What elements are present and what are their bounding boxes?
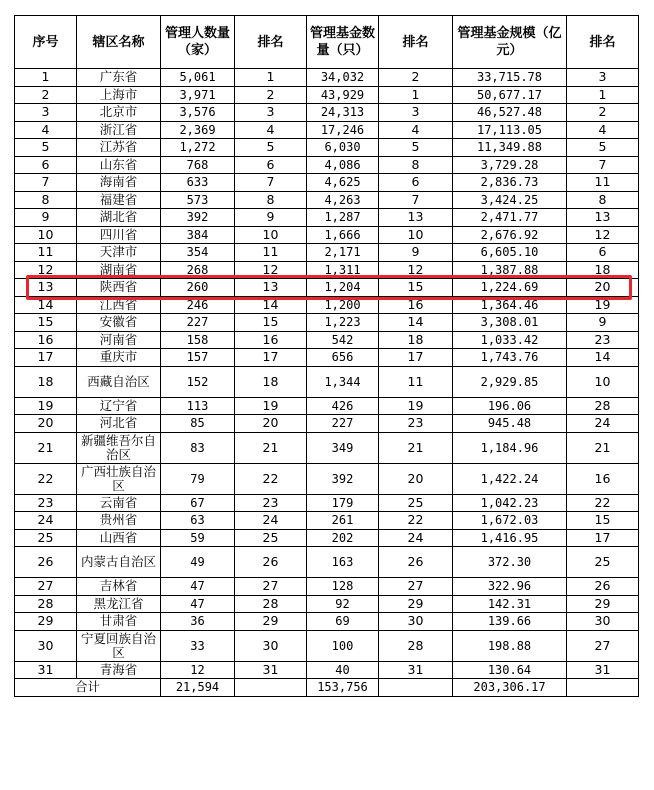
cell-scale: 1,672.03 bbox=[453, 512, 567, 530]
total-row bbox=[15, 679, 639, 697]
cell-scale: 372.30 bbox=[453, 547, 567, 578]
cell-managers: 392 bbox=[161, 209, 235, 227]
cell-rank-funds: 18 bbox=[379, 331, 453, 349]
table-body bbox=[15, 69, 639, 679]
cell-rank-managers: 18 bbox=[235, 366, 307, 397]
total-funds: 153,756 bbox=[307, 679, 379, 697]
cell-rank-scale: 1 bbox=[567, 86, 639, 104]
table-row bbox=[15, 578, 639, 596]
cell-managers: 246 bbox=[161, 296, 235, 314]
cell-rank-funds: 24 bbox=[379, 529, 453, 547]
table-row bbox=[15, 349, 639, 367]
cell-rank-funds: 11 bbox=[379, 366, 453, 397]
cell-rank-scale: 31 bbox=[567, 661, 639, 679]
cell-region: 青海省 bbox=[77, 661, 161, 679]
cell-region: 贵州省 bbox=[77, 512, 161, 530]
cell-rank-scale: 14 bbox=[567, 349, 639, 367]
cell-region: 湖南省 bbox=[77, 261, 161, 279]
cell-rank-scale: 7 bbox=[567, 156, 639, 174]
table-row bbox=[15, 529, 639, 547]
cell-rank-managers: 11 bbox=[235, 244, 307, 262]
cell-rank-scale: 30 bbox=[567, 613, 639, 631]
cell-rank-funds: 15 bbox=[379, 279, 453, 297]
cell-region: 内蒙古自治区 bbox=[77, 547, 161, 578]
cell-scale: 3,424.25 bbox=[453, 191, 567, 209]
table-row bbox=[15, 613, 639, 631]
table-row bbox=[15, 415, 639, 433]
cell-rank-scale: 19 bbox=[567, 296, 639, 314]
cell-managers: 2,369 bbox=[161, 121, 235, 139]
cell-scale: 3,729.28 bbox=[453, 156, 567, 174]
cell-rank-funds: 25 bbox=[379, 494, 453, 512]
table-row bbox=[15, 86, 639, 104]
cell-rank-funds: 22 bbox=[379, 512, 453, 530]
cell-scale: 33,715.78 bbox=[453, 69, 567, 87]
cell-region: 宁夏回族自治区 bbox=[77, 630, 161, 661]
cell-region: 辽宁省 bbox=[77, 397, 161, 415]
table-row bbox=[15, 244, 639, 262]
cell-funds: 4,263 bbox=[307, 191, 379, 209]
table-row bbox=[15, 494, 639, 512]
header-rank-managers: 排名 bbox=[235, 16, 307, 69]
table-row bbox=[15, 296, 639, 314]
cell-funds: 202 bbox=[307, 529, 379, 547]
cell-managers: 260 bbox=[161, 279, 235, 297]
cell-managers: 79 bbox=[161, 463, 235, 494]
cell-rank-funds: 13 bbox=[379, 209, 453, 227]
cell-rank-managers: 29 bbox=[235, 613, 307, 631]
cell-scale: 50,677.17 bbox=[453, 86, 567, 104]
cell-funds: 163 bbox=[307, 547, 379, 578]
cell-rank-managers: 10 bbox=[235, 226, 307, 244]
cell-rank-funds: 21 bbox=[379, 432, 453, 463]
cell-funds: 349 bbox=[307, 432, 379, 463]
cell-rank-scale: 26 bbox=[567, 578, 639, 596]
header-rank-funds: 排名 bbox=[379, 16, 453, 69]
table-row bbox=[15, 209, 639, 227]
header-rank-scale: 排名 bbox=[567, 16, 639, 69]
cell-funds: 542 bbox=[307, 331, 379, 349]
cell-managers: 12 bbox=[161, 661, 235, 679]
cell-rank-scale: 12 bbox=[567, 226, 639, 244]
cell-seq: 17 bbox=[15, 349, 77, 367]
cell-rank-funds: 20 bbox=[379, 463, 453, 494]
cell-seq: 11 bbox=[15, 244, 77, 262]
cell-seq: 31 bbox=[15, 661, 77, 679]
cell-scale: 17,113.05 bbox=[453, 121, 567, 139]
cell-scale: 198.88 bbox=[453, 630, 567, 661]
cell-scale: 3,308.01 bbox=[453, 314, 567, 332]
table-row bbox=[15, 191, 639, 209]
cell-region: 陕西省 bbox=[77, 279, 161, 297]
table-row bbox=[15, 512, 639, 530]
cell-seq: 7 bbox=[15, 174, 77, 192]
cell-managers: 36 bbox=[161, 613, 235, 631]
cell-rank-scale: 2 bbox=[567, 104, 639, 122]
cell-funds: 4,625 bbox=[307, 174, 379, 192]
cell-rank-scale: 27 bbox=[567, 630, 639, 661]
cell-scale: 2,676.92 bbox=[453, 226, 567, 244]
cell-rank-scale: 17 bbox=[567, 529, 639, 547]
cell-funds: 1,344 bbox=[307, 366, 379, 397]
cell-rank-scale: 21 bbox=[567, 432, 639, 463]
cell-managers: 157 bbox=[161, 349, 235, 367]
cell-seq: 28 bbox=[15, 595, 77, 613]
cell-seq: 15 bbox=[15, 314, 77, 332]
cell-rank-funds: 4 bbox=[379, 121, 453, 139]
cell-seq: 22 bbox=[15, 463, 77, 494]
cell-seq: 1 bbox=[15, 69, 77, 87]
table-row bbox=[15, 139, 639, 157]
table-row bbox=[15, 156, 639, 174]
cell-scale: 1,387.88 bbox=[453, 261, 567, 279]
table-row bbox=[15, 279, 639, 297]
cell-rank-managers: 8 bbox=[235, 191, 307, 209]
table-row bbox=[15, 630, 639, 661]
cell-scale: 2,929.85 bbox=[453, 366, 567, 397]
cell-rank-funds: 5 bbox=[379, 139, 453, 157]
cell-region: 海南省 bbox=[77, 174, 161, 192]
cell-scale: 1,743.76 bbox=[453, 349, 567, 367]
cell-funds: 128 bbox=[307, 578, 379, 596]
cell-funds: 227 bbox=[307, 415, 379, 433]
cell-rank-scale: 24 bbox=[567, 415, 639, 433]
cell-funds: 1,311 bbox=[307, 261, 379, 279]
cell-rank-funds: 28 bbox=[379, 630, 453, 661]
total-label: 合计 bbox=[15, 679, 161, 697]
regional-fund-table bbox=[14, 15, 639, 697]
cell-rank-managers: 27 bbox=[235, 578, 307, 596]
cell-rank-managers: 26 bbox=[235, 547, 307, 578]
table-row bbox=[15, 397, 639, 415]
cell-rank-managers: 2 bbox=[235, 86, 307, 104]
cell-seq: 3 bbox=[15, 104, 77, 122]
cell-managers: 3,576 bbox=[161, 104, 235, 122]
table-row bbox=[15, 261, 639, 279]
cell-managers: 768 bbox=[161, 156, 235, 174]
cell-funds: 1,200 bbox=[307, 296, 379, 314]
cell-rank-funds: 16 bbox=[379, 296, 453, 314]
cell-seq: 20 bbox=[15, 415, 77, 433]
cell-rank-scale: 6 bbox=[567, 244, 639, 262]
cell-region: 吉林省 bbox=[77, 578, 161, 596]
cell-managers: 47 bbox=[161, 578, 235, 596]
cell-rank-managers: 20 bbox=[235, 415, 307, 433]
cell-rank-managers: 15 bbox=[235, 314, 307, 332]
cell-rank-scale: 4 bbox=[567, 121, 639, 139]
cell-funds: 43,929 bbox=[307, 86, 379, 104]
cell-seq: 25 bbox=[15, 529, 77, 547]
cell-managers: 268 bbox=[161, 261, 235, 279]
cell-rank-scale: 13 bbox=[567, 209, 639, 227]
cell-managers: 85 bbox=[161, 415, 235, 433]
table-row bbox=[15, 174, 639, 192]
cell-managers: 384 bbox=[161, 226, 235, 244]
cell-rank-managers: 24 bbox=[235, 512, 307, 530]
cell-rank-managers: 22 bbox=[235, 463, 307, 494]
cell-seq: 4 bbox=[15, 121, 77, 139]
cell-scale: 1,224.69 bbox=[453, 279, 567, 297]
cell-rank-managers: 3 bbox=[235, 104, 307, 122]
cell-seq: 10 bbox=[15, 226, 77, 244]
cell-managers: 158 bbox=[161, 331, 235, 349]
cell-seq: 21 bbox=[15, 432, 77, 463]
cell-rank-funds: 12 bbox=[379, 261, 453, 279]
cell-rank-managers: 4 bbox=[235, 121, 307, 139]
cell-rank-managers: 9 bbox=[235, 209, 307, 227]
cell-region: 甘肃省 bbox=[77, 613, 161, 631]
cell-funds: 6,030 bbox=[307, 139, 379, 157]
cell-rank-funds: 23 bbox=[379, 415, 453, 433]
cell-rank-scale: 22 bbox=[567, 494, 639, 512]
cell-managers: 227 bbox=[161, 314, 235, 332]
cell-region: 云南省 bbox=[77, 494, 161, 512]
total-scale: 203,306.17 bbox=[453, 679, 567, 697]
table-row bbox=[15, 595, 639, 613]
cell-rank-managers: 23 bbox=[235, 494, 307, 512]
cell-rank-managers: 12 bbox=[235, 261, 307, 279]
cell-rank-funds: 2 bbox=[379, 69, 453, 87]
header-row bbox=[15, 16, 639, 69]
cell-region: 天津市 bbox=[77, 244, 161, 262]
cell-seq: 27 bbox=[15, 578, 77, 596]
cell-managers: 49 bbox=[161, 547, 235, 578]
cell-managers: 59 bbox=[161, 529, 235, 547]
table-row bbox=[15, 432, 639, 463]
cell-region: 河南省 bbox=[77, 331, 161, 349]
cell-managers: 1,272 bbox=[161, 139, 235, 157]
cell-rank-scale: 8 bbox=[567, 191, 639, 209]
cell-funds: 24,313 bbox=[307, 104, 379, 122]
cell-scale: 1,422.24 bbox=[453, 463, 567, 494]
cell-rank-funds: 27 bbox=[379, 578, 453, 596]
cell-rank-funds: 6 bbox=[379, 174, 453, 192]
cell-region: 湖北省 bbox=[77, 209, 161, 227]
cell-scale: 322.96 bbox=[453, 578, 567, 596]
cell-region: 西藏自治区 bbox=[77, 366, 161, 397]
cell-managers: 3,971 bbox=[161, 86, 235, 104]
cell-seq: 2 bbox=[15, 86, 77, 104]
cell-scale: 2,836.73 bbox=[453, 174, 567, 192]
cell-funds: 34,032 bbox=[307, 69, 379, 87]
cell-seq: 30 bbox=[15, 630, 77, 661]
cell-rank-scale: 10 bbox=[567, 366, 639, 397]
cell-region: 安徽省 bbox=[77, 314, 161, 332]
cell-rank-managers: 13 bbox=[235, 279, 307, 297]
cell-scale: 196.06 bbox=[453, 397, 567, 415]
cell-rank-scale: 11 bbox=[567, 174, 639, 192]
cell-scale: 1,033.42 bbox=[453, 331, 567, 349]
cell-region: 北京市 bbox=[77, 104, 161, 122]
cell-scale: 1,042.23 bbox=[453, 494, 567, 512]
header-funds: 管理基金数量（只） bbox=[307, 16, 379, 69]
cell-rank-scale: 9 bbox=[567, 314, 639, 332]
cell-managers: 47 bbox=[161, 595, 235, 613]
table-row bbox=[15, 547, 639, 578]
cell-rank-funds: 29 bbox=[379, 595, 453, 613]
cell-region: 四川省 bbox=[77, 226, 161, 244]
cell-funds: 1,287 bbox=[307, 209, 379, 227]
cell-seq: 29 bbox=[15, 613, 77, 631]
cell-seq: 14 bbox=[15, 296, 77, 314]
cell-funds: 2,171 bbox=[307, 244, 379, 262]
cell-managers: 113 bbox=[161, 397, 235, 415]
cell-scale: 1,416.95 bbox=[453, 529, 567, 547]
cell-managers: 83 bbox=[161, 432, 235, 463]
cell-managers: 5,061 bbox=[161, 69, 235, 87]
cell-seq: 23 bbox=[15, 494, 77, 512]
cell-rank-funds: 7 bbox=[379, 191, 453, 209]
cell-rank-funds: 3 bbox=[379, 104, 453, 122]
cell-seq: 24 bbox=[15, 512, 77, 530]
cell-rank-funds: 31 bbox=[379, 661, 453, 679]
cell-managers: 152 bbox=[161, 366, 235, 397]
table-row bbox=[15, 314, 639, 332]
cell-scale: 2,471.77 bbox=[453, 209, 567, 227]
table-row bbox=[15, 463, 639, 494]
cell-rank-funds: 14 bbox=[379, 314, 453, 332]
cell-region: 上海市 bbox=[77, 86, 161, 104]
cell-seq: 12 bbox=[15, 261, 77, 279]
cell-managers: 63 bbox=[161, 512, 235, 530]
cell-seq: 16 bbox=[15, 331, 77, 349]
cell-region: 河北省 bbox=[77, 415, 161, 433]
cell-scale: 945.48 bbox=[453, 415, 567, 433]
cell-rank-funds: 19 bbox=[379, 397, 453, 415]
header-managers: 管理人数量（家） bbox=[161, 16, 235, 69]
cell-funds: 40 bbox=[307, 661, 379, 679]
cell-rank-scale: 5 bbox=[567, 139, 639, 157]
cell-funds: 1,666 bbox=[307, 226, 379, 244]
cell-funds: 1,223 bbox=[307, 314, 379, 332]
cell-region: 重庆市 bbox=[77, 349, 161, 367]
cell-region: 江苏省 bbox=[77, 139, 161, 157]
cell-funds: 179 bbox=[307, 494, 379, 512]
cell-funds: 92 bbox=[307, 595, 379, 613]
cell-scale: 130.64 bbox=[453, 661, 567, 679]
table-row bbox=[15, 366, 639, 397]
total-rank-funds-empty bbox=[379, 679, 453, 697]
cell-funds: 1,204 bbox=[307, 279, 379, 297]
cell-region: 山西省 bbox=[77, 529, 161, 547]
header-seq: 序号 bbox=[15, 16, 77, 69]
cell-seq: 5 bbox=[15, 139, 77, 157]
cell-managers: 67 bbox=[161, 494, 235, 512]
cell-scale: 142.31 bbox=[453, 595, 567, 613]
cell-rank-scale: 25 bbox=[567, 547, 639, 578]
cell-region: 新疆维吾尔自治区 bbox=[77, 432, 161, 463]
cell-rank-managers: 16 bbox=[235, 331, 307, 349]
cell-scale: 139.66 bbox=[453, 613, 567, 631]
cell-region: 福建省 bbox=[77, 191, 161, 209]
cell-managers: 633 bbox=[161, 174, 235, 192]
cell-rank-managers: 25 bbox=[235, 529, 307, 547]
cell-seq: 13 bbox=[15, 279, 77, 297]
cell-rank-scale: 15 bbox=[567, 512, 639, 530]
cell-managers: 354 bbox=[161, 244, 235, 262]
table-row bbox=[15, 104, 639, 122]
table-row bbox=[15, 121, 639, 139]
cell-seq: 9 bbox=[15, 209, 77, 227]
cell-scale: 46,527.48 bbox=[453, 104, 567, 122]
cell-rank-funds: 26 bbox=[379, 547, 453, 578]
cell-rank-funds: 1 bbox=[379, 86, 453, 104]
cell-region: 黑龙江省 bbox=[77, 595, 161, 613]
cell-scale: 1,184.96 bbox=[453, 432, 567, 463]
table-row bbox=[15, 661, 639, 679]
cell-seq: 19 bbox=[15, 397, 77, 415]
header-scale: 管理基金规模（亿元） bbox=[453, 16, 567, 69]
cell-seq: 18 bbox=[15, 366, 77, 397]
cell-seq: 8 bbox=[15, 191, 77, 209]
cell-rank-managers: 30 bbox=[235, 630, 307, 661]
total-managers: 21,594 bbox=[161, 679, 235, 697]
cell-region: 广东省 bbox=[77, 69, 161, 87]
cell-rank-managers: 21 bbox=[235, 432, 307, 463]
cell-rank-scale: 3 bbox=[567, 69, 639, 87]
total-rank-managers-empty bbox=[235, 679, 307, 697]
cell-region: 山东省 bbox=[77, 156, 161, 174]
cell-rank-scale: 28 bbox=[567, 397, 639, 415]
cell-rank-managers: 14 bbox=[235, 296, 307, 314]
table-row bbox=[15, 331, 639, 349]
cell-rank-managers: 5 bbox=[235, 139, 307, 157]
cell-scale: 6,605.10 bbox=[453, 244, 567, 262]
cell-funds: 100 bbox=[307, 630, 379, 661]
cell-region: 广西壮族自治区 bbox=[77, 463, 161, 494]
cell-rank-funds: 17 bbox=[379, 349, 453, 367]
cell-managers: 573 bbox=[161, 191, 235, 209]
cell-rank-funds: 10 bbox=[379, 226, 453, 244]
cell-seq: 26 bbox=[15, 547, 77, 578]
cell-scale: 1,364.46 bbox=[453, 296, 567, 314]
cell-rank-funds: 9 bbox=[379, 244, 453, 262]
cell-rank-scale: 18 bbox=[567, 261, 639, 279]
cell-rank-scale: 23 bbox=[567, 331, 639, 349]
table-row bbox=[15, 226, 639, 244]
cell-rank-managers: 17 bbox=[235, 349, 307, 367]
cell-rank-managers: 19 bbox=[235, 397, 307, 415]
cell-seq: 6 bbox=[15, 156, 77, 174]
cell-rank-managers: 6 bbox=[235, 156, 307, 174]
cell-funds: 392 bbox=[307, 463, 379, 494]
cell-funds: 656 bbox=[307, 349, 379, 367]
cell-funds: 426 bbox=[307, 397, 379, 415]
cell-rank-managers: 1 bbox=[235, 69, 307, 87]
cell-rank-scale: 20 bbox=[567, 279, 639, 297]
cell-rank-scale: 29 bbox=[567, 595, 639, 613]
cell-rank-managers: 28 bbox=[235, 595, 307, 613]
cell-managers: 33 bbox=[161, 630, 235, 661]
cell-rank-funds: 8 bbox=[379, 156, 453, 174]
cell-funds: 4,086 bbox=[307, 156, 379, 174]
total-rank-scale-empty bbox=[567, 679, 639, 697]
cell-funds: 261 bbox=[307, 512, 379, 530]
cell-funds: 17,246 bbox=[307, 121, 379, 139]
cell-region: 浙江省 bbox=[77, 121, 161, 139]
cell-rank-managers: 7 bbox=[235, 174, 307, 192]
cell-rank-funds: 30 bbox=[379, 613, 453, 631]
cell-rank-scale: 16 bbox=[567, 463, 639, 494]
cell-scale: 11,349.88 bbox=[453, 139, 567, 157]
table-row bbox=[15, 69, 639, 87]
header-region: 辖区名称 bbox=[77, 16, 161, 69]
cell-funds: 69 bbox=[307, 613, 379, 631]
cell-rank-managers: 31 bbox=[235, 661, 307, 679]
cell-region: 江西省 bbox=[77, 296, 161, 314]
